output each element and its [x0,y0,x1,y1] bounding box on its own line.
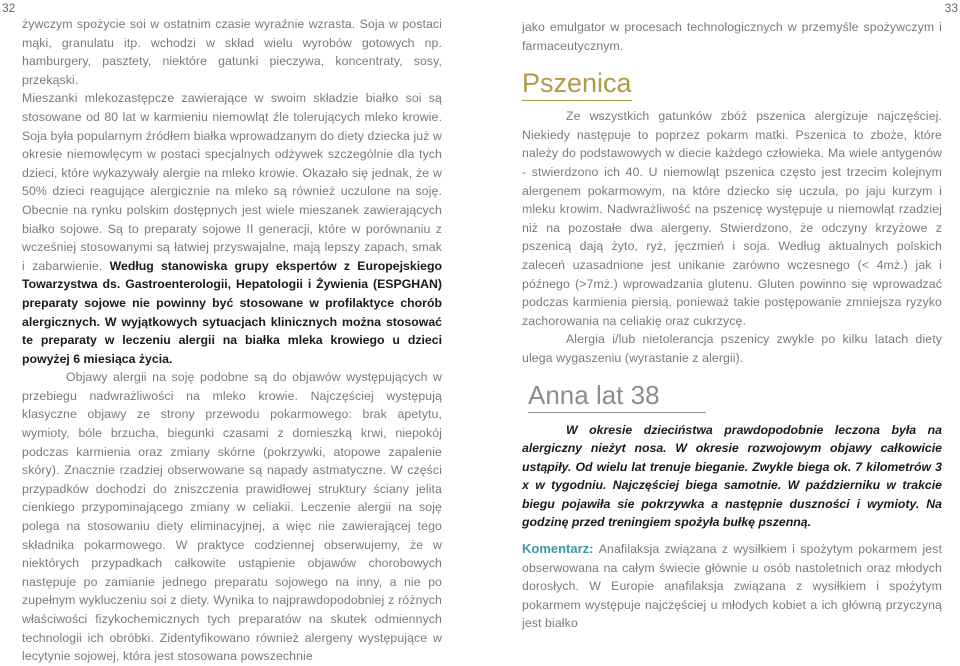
right-column [522,18,942,633]
paragraph-soy-consumption: żywczym spożycie soi w ostatnim czasie wyraźnie wzrasta. Soja w postaci mąki, granulatu itp. wchodzi w skład wielu wyrobów gotowych np. hamburgery, pasztety, niektóre gatunki pieczywa, koncentraty, sosy, przekąski. [22,17,442,87]
page-number: 32 [2,1,16,15]
commentary-text: Anafilaksja związana z wysiłkiem i spożytym pokarmem jest obserwowana na całym świecie głównie u osób nastoletnich oraz młodych dorosłych. W Europie anafilaksja związana z wysiłkiem i spożytym pokarmem występuje najczęściej u młodych kobiet a ich główną przyczyną jest białko [522,542,942,631]
left-column [22,15,442,666]
soy-formulas-text: Mieszanki mlekozastępcze zawierające w swoim składzie białko soi są stosowane od 80 lat w karmieniu niemowląt źle tolerujących mleko krowie. Soja była popularnym źródłem białka wprowadzanym do diety dziecka już w okresie niemowlęcym w postaci specjalnych odżywek szczególnie dla tych dzieci, które wykazywały alergie na mleko krowie. Okazało się jednak, że w 50% dzieci reagujące alergicznie na mleko są również uczulone na soję. Obecnie na rynku polskim dostępnych jest wiele mieszanek zawierających białko sojowe. Są to preparaty sojowe II generacji, które w porównaniu z wcześniej stosowanymi są łatwiej przyswajalne, mają lepszy zapach, smak i zabarwienie. [22,91,442,273]
commentary-label: Komentarz: [522,541,594,557]
page-number: 33 [944,1,958,15]
section-heading-wheat: Pszenica [522,67,632,101]
paragraph-soy-symptoms: Objawy alergii na soję podobne są do objawów występujących w przebiegu nadwrażliwości na mleko krowie. Najczęściej występują klasyczne objawy ze strony przewodu pokarmowego: brak apetytu, wymioty, bóle brzucha, biegunki czasami z domieszką krwi, niepokój podczas karmienia oraz zmiany skórne (pokrzywki, atopowe zapalenie skóry). Znacznie rzadziej obserwowane są napady astmatyczne. W części przypadków dochodzi do zniszczenia prawidłowej struktury ściany jelita cienkiego przypominającego zmiany w celiakii. Leczenie alergii na soję polega na stosowaniu diety eliminacyjnej, a więc nie zawierającej tego składnika pokarmowego. W praktyce codziennej obserwujemy, że w niektórych przypadkach całkowite ustąpienie objawów chorobowych następuje po zamianie jednego preparatu sojowego na inny, a nie po zupełnym wykluczeniu soi z diety. Wynika to najprawdopodobniej z różnych właściwości fizykochemicznych tych preparatów na skutek odmiennych technologii ich obróbki. Zidentyfikowano również alergeny występujące w lecytynie sojowej, która jest stosowana powszechnie [22,370,442,664]
paragraph-commentary [522,540,942,633]
paragraph-soy-formulas [22,89,442,368]
paragraph-emulsifier: jako emulgator w procesach technologicznych w przemyśle spożywczym i farmaceutycznym. [522,20,942,53]
case-study-title: Anna lat 38 [528,380,706,413]
paragraph-wheat-allergy: Ze wszystkich gatunków zbóż pszenica alergizuje najczęściej. Niekiedy następuje to poprzez pokarm matki. Pszenica to zboże, które należy do podstawowych w diecie każdego człowieka. Ma wiele antygenów - stwierdzono ich 40. U niemowląt pszenica często jest trzecim kolejnym alergenem pokarmowym, na które dziecko się uczula, po jaju kurzym i mleku krowim. Nadwrażliwość na pszenicę występuje u niemowląt rzadziej niż na pozostałe dwa alergeny. Stwierdzono, że odczyny krzyżowe z pszenicą dają żyto, ryż, jęczmień i soja. Według aktualnych polskich zaleceń uzasadnione jest unikanie zarówno wczesnego (< 4mż.) jak i późnego (>7mż.) wprowadzania glutenu. Gluten powinno się wprowadzać podczas karmienia piersią, ponieważ takie postępowanie zmniejsza ryzyko zachorowania na celiakię oraz cukrzycę. [522,109,942,328]
case-study-text: W okresie dzieciństwa prawdopodobnie leczona była na alergiczny nieżyt nosa. W okresie rozwojowym objawy całkowicie ustąpiły. Od wielu lat trenuje bieganie. Zwykle biega ok. 7 kilometrów 3 x w tygodniu. Najczęściej biega samotnie. W październiku w trakcie biegu pojawiła sie pokrzywka a następnie duszności i wymioty. Na godzinę przed treningiem spożyła bułkę pszenną. [522,422,942,530]
paragraph-wheat-outgrow: Alergia i/lub nietolerancja pszenicy zwykle po kilku latach diety ulega wygaszeniu (wyrastanie z alergii). [522,332,942,365]
left-page [0,0,480,664]
right-page [480,0,960,646]
espghan-statement: Według stanowiska grupy ekspertów z Europejskiego Towarzystwa ds. Gastroenterologii, Hepatologii i Żywienia (ESPGHAN) preparaty sojowe nie powinny być stosowane w profilaktyce chorób alergicznych. W wyjątkowych sytuacjach klinicznych można stosować te preparaty w leczeniu alergii na białka mleka krowiego u dzieci powyżej 6 miesiąca życia. [22,258,442,366]
